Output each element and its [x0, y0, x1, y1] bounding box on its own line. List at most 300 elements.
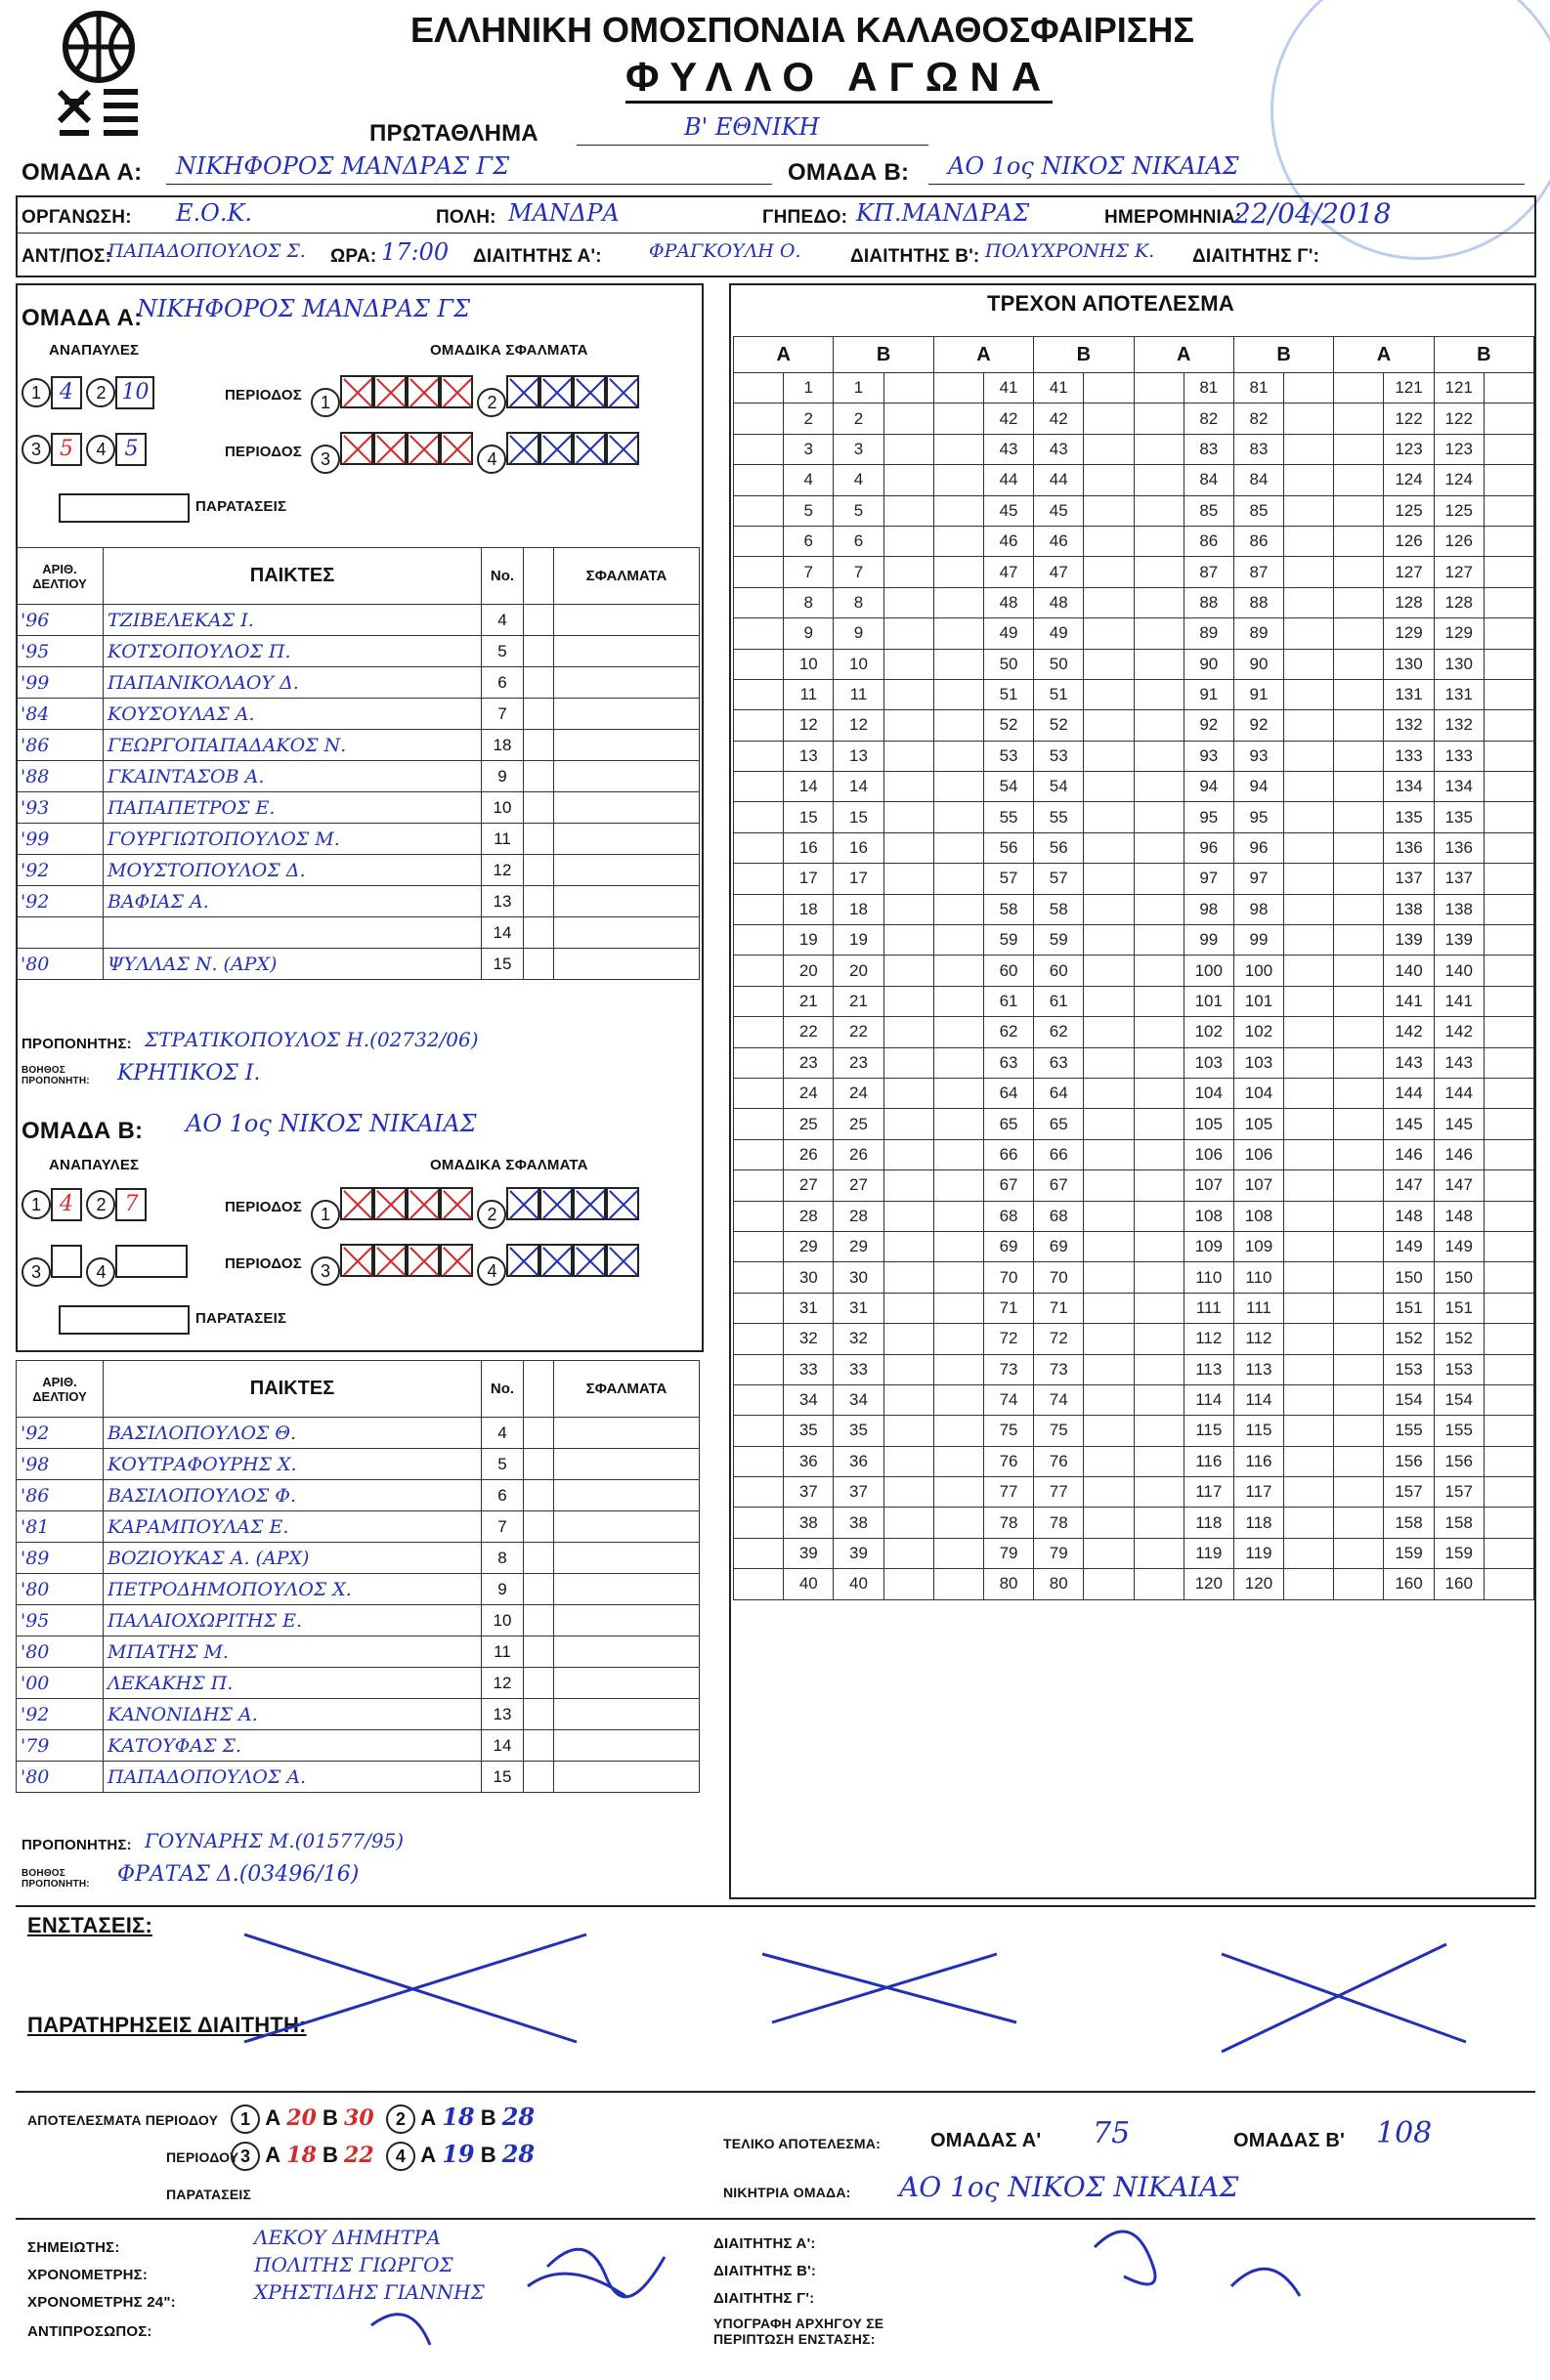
player-license	[17, 917, 104, 949]
score-number: 99	[1233, 925, 1283, 956]
refB-label: ΔΙΑΙΤΗΤΗΣ Β':	[713, 2263, 817, 2279]
running-score-row	[734, 649, 1534, 679]
score-number: 31	[784, 1293, 834, 1323]
score-number: 153	[1434, 1354, 1484, 1384]
team-b-players-table	[16, 1360, 700, 1793]
p1b: 30	[344, 2105, 374, 2131]
score-number: 26	[834, 1139, 883, 1169]
score-number: 33	[784, 1354, 834, 1384]
score-number: 84	[1184, 465, 1233, 495]
player-name: ΓΟΥΡΓΙΩΤΟΠΟΥΛΟΣ Μ.	[104, 824, 482, 855]
score-number: 7	[784, 557, 834, 587]
score-number: 6	[784, 526, 834, 556]
score-number: 128	[1434, 587, 1484, 617]
player-name	[104, 917, 482, 949]
running-score-col-a: Α	[1134, 337, 1233, 373]
score-number: 71	[1034, 1293, 1084, 1323]
score-number: 89	[1184, 618, 1233, 649]
running-score-col-b: Β	[1034, 337, 1134, 373]
player-license: '00	[17, 1668, 104, 1699]
player-name: ΠΑΠΑΔΟΠΟΥΛΟΣ Α.	[104, 1762, 482, 1793]
running-score-row	[734, 465, 1534, 495]
score-number: 91	[1184, 679, 1233, 709]
score-number: 10	[784, 649, 834, 679]
score-number: 37	[784, 1477, 834, 1508]
chief-sig-label: ΥΠΟΓΡΑΦΗ ΑΡΧΗΓΟΥ ΣΕ ΠΕΡΙΠΤΩΣΗ ΕΝΣΤΑΣΗΣ:	[713, 2316, 884, 2347]
score-number: 135	[1384, 802, 1434, 832]
player-number: 15	[482, 949, 524, 980]
player-license: '95	[17, 636, 104, 667]
score-number: 61	[1034, 986, 1084, 1016]
score-number: 35	[784, 1416, 834, 1446]
score-number: 56	[983, 832, 1033, 863]
score-number: 103	[1184, 1047, 1233, 1078]
player-license: '84	[17, 699, 104, 730]
score-number: 93	[1233, 741, 1283, 771]
player-number: 11	[482, 1636, 524, 1668]
score-number: 67	[1034, 1170, 1084, 1201]
score-number: 94	[1233, 772, 1283, 802]
score-number: 18	[784, 894, 834, 924]
team-b-label: ΟΜΑΔΑ Β:	[788, 159, 910, 186]
team-b-player-row	[17, 1762, 700, 1793]
winner: ΑΟ 1ος ΝΙΚΟΣ ΝΙΚΑΙΑΣ	[899, 2171, 1239, 2203]
score-number: 17	[834, 864, 883, 894]
organization-label: ΟΡΓΑΝΩΣΗ:	[22, 207, 132, 228]
score-number: 110	[1233, 1262, 1283, 1293]
score-number: 116	[1184, 1446, 1233, 1476]
player-number: 15	[482, 1762, 524, 1793]
player-name: ΓΕΩΡΓΟΠΑΠΑΔΑΚΟΣ Ν.	[104, 730, 482, 761]
score-number: 93	[1184, 741, 1233, 771]
player-name: ΚΑΝΟΝΙΔΗΣ Α.	[104, 1699, 482, 1730]
score-number: 84	[1233, 465, 1283, 495]
player-number: 5	[482, 1449, 524, 1480]
player-license: '93	[17, 792, 104, 824]
team-b-fouls-p1: 1 2	[311, 1187, 639, 1229]
team-a-section-label: ΟΜΑΔΑ Α:	[22, 305, 143, 331]
score-number: 149	[1384, 1231, 1434, 1261]
running-score-row	[734, 1293, 1534, 1323]
score-number: 37	[834, 1477, 883, 1508]
timeout-a4: 5	[115, 433, 147, 466]
player-number: 7	[482, 699, 524, 730]
score-number: 157	[1384, 1477, 1434, 1508]
player-license: '86	[17, 1480, 104, 1511]
score-number: 24	[834, 1078, 883, 1108]
score-number: 5	[834, 495, 883, 526]
score-number: 99	[1184, 925, 1233, 956]
score-number: 19	[784, 925, 834, 956]
score-number: 65	[1034, 1109, 1084, 1139]
organization-value: Ε.Ο.Κ.	[176, 199, 253, 227]
team-a-overtime-boxes	[59, 493, 190, 523]
score-number: 24	[784, 1078, 834, 1108]
player-number: 4	[482, 1418, 524, 1449]
score-number: 17	[784, 864, 834, 894]
time-value: 17:00	[381, 238, 450, 266]
running-score-row	[734, 741, 1534, 771]
score-number: 117	[1233, 1477, 1283, 1508]
bottom-divider	[16, 1905, 1535, 1907]
player-license: '92	[17, 1418, 104, 1449]
team-b-overtime-boxes	[59, 1305, 190, 1335]
running-score-title: ΤΡΕΧΟΝ ΑΠΟΤΕΛΕΣΜΑ	[987, 291, 1234, 316]
team-a-timeouts-row1: 1 4 2 10	[22, 376, 154, 409]
score-number: 138	[1434, 894, 1484, 924]
score-number: 77	[983, 1477, 1033, 1508]
running-score-row	[734, 772, 1534, 802]
score-number: 57	[983, 864, 1033, 894]
player-license: '79	[17, 1730, 104, 1762]
player-number: 6	[482, 1480, 524, 1511]
score-number: 64	[1034, 1078, 1084, 1108]
score-number: 34	[784, 1384, 834, 1415]
federation-logo	[45, 8, 152, 154]
score-number: 114	[1233, 1384, 1283, 1415]
final-a: 75	[1093, 2116, 1131, 2150]
running-score-row	[734, 1262, 1534, 1293]
score-number: 28	[784, 1201, 834, 1231]
score-number: 72	[983, 1324, 1033, 1354]
player-number: 9	[482, 761, 524, 792]
running-score-col-b: Β	[1434, 337, 1533, 373]
score-number: 11	[784, 679, 834, 709]
score-number: 123	[1434, 434, 1484, 464]
score-number: 13	[784, 741, 834, 771]
score-number: 101	[1233, 986, 1283, 1016]
city-value: ΜΑΝΔΡΑ	[508, 199, 620, 227]
score-number: 143	[1434, 1047, 1484, 1078]
team-a-player-row	[17, 949, 700, 980]
score-number: 130	[1434, 649, 1484, 679]
signatures	[0, 2208, 1550, 2380]
score-number: 123	[1384, 434, 1434, 464]
period-results-label: ΑΠΟΤΕΛΕΣΜΑΤΑ ΠΕΡΙΟΔΟΥ	[27, 2112, 219, 2128]
score-number: 62	[1034, 1017, 1084, 1047]
score-number: 15	[834, 802, 883, 832]
score-number: 31	[834, 1293, 883, 1323]
running-score-row	[734, 1538, 1534, 1568]
score-number: 92	[1184, 710, 1233, 741]
score-number: 138	[1384, 894, 1434, 924]
score-number: 15	[784, 802, 834, 832]
score-number: 53	[1034, 741, 1084, 771]
team-b-player-row	[17, 1543, 700, 1574]
score-number: 94	[1184, 772, 1233, 802]
running-score-row	[734, 1354, 1534, 1384]
score-number: 30	[784, 1262, 834, 1293]
score-number: 127	[1434, 557, 1484, 587]
championship-line	[577, 145, 928, 146]
score-number: 67	[983, 1170, 1033, 1201]
timeout-b2: 7	[115, 1188, 147, 1221]
score-number: 97	[1233, 864, 1283, 894]
score-number: 136	[1384, 832, 1434, 863]
player-number: 9	[482, 1574, 524, 1605]
scorer-label: ΣΗΜΕΙΩΤΗΣ:	[27, 2239, 120, 2256]
running-score-row	[734, 557, 1534, 587]
player-name: ΠΑΛΑΙΟΧΩΡΙΤΗΣ Ε.	[104, 1605, 482, 1636]
player-license: '99	[17, 667, 104, 699]
score-number: 6	[834, 526, 883, 556]
player-name: ΚΟΥΤΡΑΦΟΥΡΗΣ Χ.	[104, 1449, 482, 1480]
player-name: ΚΟΥΣΟΥΛΑΣ Α.	[104, 699, 482, 730]
score-number: 155	[1384, 1416, 1434, 1446]
score-number: 55	[1034, 802, 1084, 832]
score-number: 41	[1034, 373, 1084, 404]
score-number: 91	[1233, 679, 1283, 709]
player-license: '92	[17, 855, 104, 886]
score-number: 52	[1034, 710, 1084, 741]
score-number: 13	[834, 741, 883, 771]
score-number: 121	[1434, 373, 1484, 404]
player-license: '80	[17, 1574, 104, 1605]
score-number: 9	[834, 618, 883, 649]
score-number: 81	[1184, 373, 1233, 404]
team-a-player-row	[17, 605, 700, 636]
score-number: 126	[1384, 526, 1434, 556]
col-license: ΑΡΙΘ. ΔΕΛΤΙΟΥ	[17, 548, 104, 605]
remarks-label: ΠΑΡΑΤΗΡΗΣΕΙΣ ΔΙΑΙΤΗΤΗ:	[27, 2013, 307, 2037]
score-number: 127	[1384, 557, 1434, 587]
score-number: 59	[1034, 925, 1084, 956]
running-score-row	[734, 864, 1534, 894]
team-b-overtime-label: ΠΑΡΑΤΑΣΕΙΣ	[195, 1310, 287, 1327]
team-a-coach: ΣΤΡΑΤΙΚΟΠΟΥΛΟΣ Η.(02732/06)	[145, 1028, 479, 1051]
score-number: 109	[1184, 1231, 1233, 1261]
team-b-player-row	[17, 1636, 700, 1668]
player-number: 8	[482, 1543, 524, 1574]
overtime-results-label: ΠΑΡΑΤΑΣΕΙΣ	[166, 2187, 252, 2202]
team-b-timeouts-row2: 3 4	[22, 1245, 188, 1287]
col-fouls-b: ΣΦΑΛΜΑΤΑ	[554, 1361, 700, 1418]
score-number: 95	[1233, 802, 1283, 832]
score-number: 81	[1233, 373, 1283, 404]
timeout-a2: 10	[115, 376, 154, 409]
score-number: 87	[1233, 557, 1283, 587]
score-number: 4	[834, 465, 883, 495]
team-a-player-row	[17, 917, 700, 949]
score-number: 136	[1434, 832, 1484, 863]
team-a-line	[166, 184, 772, 185]
score-number: 1	[784, 373, 834, 404]
score-number: 149	[1434, 1231, 1484, 1261]
score-number: 40	[784, 1569, 834, 1599]
player-license: '98	[17, 1449, 104, 1480]
timeout-b1: 4	[51, 1188, 82, 1221]
final-a-label: ΟΜΑΔΑΣ Α'	[930, 2130, 1042, 2151]
score-number: 120	[1184, 1569, 1233, 1599]
col-license-b: ΑΡΙΘ. ΔΕΛΤΙΟΥ	[17, 1361, 104, 1418]
score-number: 44	[1034, 465, 1084, 495]
player-license: '92	[17, 886, 104, 917]
p4b: 28	[501, 2140, 536, 2168]
score-number: 20	[834, 956, 883, 986]
score-number: 25	[834, 1109, 883, 1139]
winner-label: ΝΙΚΗΤΡΙΑ ΟΜΑΔΑ:	[723, 2185, 851, 2200]
team-b-section-label: ΟΜΑΔΑ Β:	[22, 1118, 144, 1144]
score-number: 50	[983, 649, 1033, 679]
player-number: 14	[482, 1730, 524, 1762]
score-number: 29	[784, 1231, 834, 1261]
score-number: 113	[1184, 1354, 1233, 1384]
score-number: 140	[1434, 956, 1484, 986]
final-b: 108	[1376, 2116, 1433, 2150]
team-b-value: ΑΟ 1ος ΝΙΚΟΣ ΝΙΚΑΙΑΣ	[948, 152, 1239, 180]
player-name: ΒΑΦΙΑΣ Α.	[104, 886, 482, 917]
p1a: 20	[286, 2105, 317, 2131]
running-score-col-b: Β	[1233, 337, 1333, 373]
team-b-player-row	[17, 1574, 700, 1605]
score-number: 140	[1384, 956, 1434, 986]
score-number: 108	[1184, 1201, 1233, 1231]
refC-label: ΔΙΑΙΤΗΤΗΣ Γ':	[713, 2290, 815, 2307]
score-number: 26	[784, 1139, 834, 1169]
team-a-players-table	[16, 547, 700, 980]
score-number: 18	[834, 894, 883, 924]
team-a-timeouts-label: ΑΝΑΠΑΥΛΕΣ	[49, 342, 140, 359]
period-results-12: 1 Α 20 Β 30 2 Α 18 Β 28	[231, 2103, 535, 2134]
score-number: 20	[784, 956, 834, 986]
score-number: 35	[834, 1416, 883, 1446]
p3b: 22	[344, 2143, 374, 2168]
score-number: 139	[1434, 925, 1484, 956]
score-number: 29	[834, 1231, 883, 1261]
timeout-a3: 5	[51, 433, 82, 466]
score-number: 129	[1384, 618, 1434, 649]
score-number: 58	[1034, 894, 1084, 924]
scorer: ΛΕΚΟΥ ΔΗΜΗΤΡΑ	[254, 2226, 441, 2249]
player-license: '95	[17, 1605, 104, 1636]
running-score-row	[734, 1384, 1534, 1415]
score-number: 62	[983, 1017, 1033, 1047]
running-score-row	[734, 587, 1534, 617]
player-license: '80	[17, 1762, 104, 1793]
score-number: 71	[983, 1293, 1033, 1323]
ref-b-value: ΠΟΛΥΧΡΟΝΗΣ Κ.	[985, 240, 1155, 262]
team-b-asst: ΦΡΑΤΑΣ Δ.(03496/16)	[117, 1862, 360, 1887]
team-a-player-row	[17, 636, 700, 667]
score-number: 75	[1034, 1416, 1084, 1446]
score-number: 85	[1233, 495, 1283, 526]
score-number: 54	[983, 772, 1033, 802]
info-divider	[16, 233, 1535, 234]
player-number: 18	[482, 730, 524, 761]
team-a-player-row	[17, 730, 700, 761]
score-number: 49	[983, 618, 1033, 649]
score-number: 90	[1233, 649, 1283, 679]
score-number: 95	[1184, 802, 1233, 832]
score-number: 110	[1184, 1262, 1233, 1293]
score-number: 12	[784, 710, 834, 741]
team-b-player-row	[17, 1699, 700, 1730]
score-number: 147	[1434, 1170, 1484, 1201]
score-number: 78	[983, 1508, 1033, 1538]
team-b-period-label-3: ΠΕΡΙΟΔΟΣ	[225, 1255, 302, 1272]
score-number: 119	[1233, 1538, 1283, 1568]
player-name: ΤΖΙΒΕΛΕΚΑΣ Ι.	[104, 605, 482, 636]
form-title: ΦΥΛΛΟ ΑΓΩΝΑ	[625, 54, 1053, 104]
running-score-row	[734, 495, 1534, 526]
score-number: 70	[1034, 1262, 1084, 1293]
team-a-player-row	[17, 699, 700, 730]
player-name: ΠΑΠΑΠΕΤΡΟΣ Ε.	[104, 792, 482, 824]
running-score-row	[734, 1477, 1534, 1508]
score-number: 7	[834, 557, 883, 587]
score-number: 56	[1034, 832, 1084, 863]
score-number: 142	[1434, 1017, 1484, 1047]
score-number: 146	[1384, 1139, 1434, 1169]
score-number: 2	[784, 404, 834, 434]
score-number: 137	[1434, 864, 1484, 894]
score-number: 85	[1184, 495, 1233, 526]
score-number: 27	[834, 1170, 883, 1201]
score-number: 150	[1434, 1262, 1484, 1293]
score-number: 57	[1034, 864, 1084, 894]
score-number: 100	[1233, 956, 1283, 986]
score-number: 152	[1434, 1324, 1484, 1354]
score-number: 74	[983, 1384, 1033, 1415]
running-score-row	[734, 1231, 1534, 1261]
timer24: ΧΡΗΣΤΙΔΗΣ ΓΙΑΝΝΗΣ	[254, 2280, 485, 2304]
score-number: 72	[1034, 1324, 1084, 1354]
score-number: 88	[1233, 587, 1283, 617]
team-b-player-row	[17, 1480, 700, 1511]
player-number: 12	[482, 1668, 524, 1699]
team-a-player-row	[17, 667, 700, 699]
player-license: '96	[17, 605, 104, 636]
score-number: 49	[1034, 618, 1084, 649]
score-number: 158	[1384, 1508, 1434, 1538]
score-number: 119	[1184, 1538, 1233, 1568]
running-score-row	[734, 404, 1534, 434]
period-label-2: ΠΕΡΙΟΔΟΥ	[166, 2149, 239, 2165]
running-score-row	[734, 526, 1534, 556]
player-name: ΠΑΠΑΝΙΚΟΛΑΟΥ Δ.	[104, 667, 482, 699]
score-number: 51	[983, 679, 1033, 709]
score-number: 69	[983, 1231, 1033, 1261]
score-number: 43	[1034, 434, 1084, 464]
score-number: 92	[1233, 710, 1283, 741]
score-number: 111	[1184, 1293, 1233, 1323]
score-number: 116	[1233, 1446, 1283, 1476]
score-number: 60	[1034, 956, 1084, 986]
score-number: 76	[983, 1446, 1033, 1476]
player-name: ΒΑΣΙΛΟΠΟΥΛΟΣ Θ.	[104, 1418, 482, 1449]
score-number: 36	[784, 1446, 834, 1476]
score-number: 118	[1233, 1508, 1283, 1538]
score-number: 141	[1384, 986, 1434, 1016]
score-number: 131	[1434, 679, 1484, 709]
score-number: 27	[784, 1170, 834, 1201]
score-number: 145	[1384, 1109, 1434, 1139]
timeout-a1: 4	[51, 376, 82, 409]
score-number: 73	[983, 1354, 1033, 1384]
score-number: 61	[983, 986, 1033, 1016]
player-license: '80	[17, 1636, 104, 1668]
score-number: 124	[1384, 465, 1434, 495]
score-number: 153	[1384, 1354, 1434, 1384]
score-number: 43	[983, 434, 1033, 464]
score-number: 16	[834, 832, 883, 863]
running-score-col-a: Α	[734, 337, 834, 373]
team-a-period-label-3: ΠΕΡΙΟΔΟΣ	[225, 444, 302, 460]
protests-label: ΕΝΣΤΑΣΕΙΣ:	[27, 1913, 152, 1937]
score-number: 152	[1384, 1324, 1434, 1354]
federation-title: ΕΛΛΗΝΙΚΗ ΟΜΟΣΠΟΝΔΙΑ ΚΑΛΑΘΟΣΦΑΙΡΙΣΗΣ	[410, 10, 1194, 50]
score-number: 63	[1034, 1047, 1084, 1078]
